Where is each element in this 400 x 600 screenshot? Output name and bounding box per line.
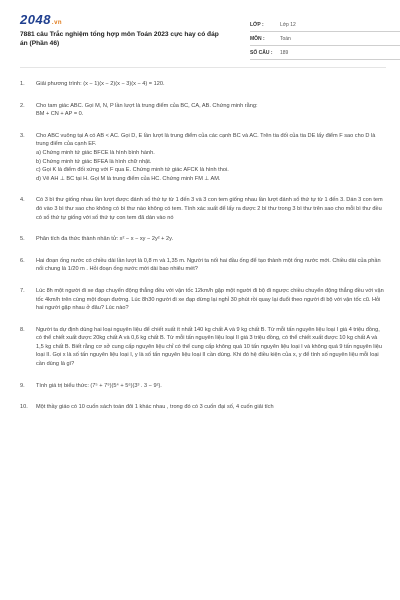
question-number: 5. — [20, 236, 25, 243]
meta-value: Toán — [280, 35, 291, 42]
question-text — [36, 403, 384, 412]
question-text — [36, 132, 384, 184]
question-line: Có 3 bì thư giống nhau lần lượt được đánh số thứ tự từ 1 đến 3 và 3 con tem giống nhau lần lượt đánh số thứ tự từ 1 đến 3. Dán 3 con tem đó vào 3 bì thư sao cho không có bì thư nào không có tem. Tính xác suất để lấy ra được 2 bì thư trong 3 bì thư trên sao cho mỗi bì thư đều có số thứ tự giống với số thứ tự con tem đã dán vào nó — [36, 197, 383, 221]
question-number: 8. — [20, 326, 25, 333]
site-logo[interactable] — [20, 12, 62, 27]
question-item — [20, 326, 384, 369]
question-item — [20, 196, 384, 222]
question-number: 4. — [20, 197, 25, 204]
document-meta — [250, 18, 400, 60]
question-line: BM + CN + AP = 0. — [36, 111, 84, 118]
question-text — [36, 287, 384, 313]
question-number: 10. — [20, 404, 28, 411]
question-line: d) Vẽ AH ⊥ BC tại H. Gọi M là trung điểm của HC. Chứng minh FM ⊥ AM. — [36, 175, 221, 182]
question-text — [36, 257, 384, 274]
meta-row-count — [250, 46, 400, 60]
question-text — [36, 102, 384, 119]
question-number: 9. — [20, 382, 25, 389]
header-divider — [20, 67, 386, 68]
meta-row-subject — [250, 32, 400, 46]
question-text — [36, 80, 384, 89]
question-text — [36, 196, 384, 222]
question-line: Phân tích đa thức thành nhân tử: x² − x − xy − 2y² + 2y. — [36, 236, 174, 243]
question-number: 3. — [20, 132, 25, 139]
question-number: 2. — [20, 102, 25, 109]
question-number: 7. — [20, 287, 25, 294]
question-line: Hai đoạn ống nước có chiều dài lần lượt là 0,8 m và 1,35 m. Người ta nối hai đầu ống để tạo thành một ống nước mới. Chiều dài của phần nối chung là 1/20 m . Hỏi đoạn ống nước mới dài bao nhiêu mét? — [36, 257, 381, 273]
question-item — [20, 403, 384, 412]
question-line: Một thầy giáo có 10 cuốn sách toán đôi 1 khác nhau , trong đó có 3 cuốn đại số, 4 cuốn giải tích — [36, 404, 274, 411]
question-item — [20, 102, 384, 119]
question-item — [20, 235, 384, 244]
meta-row-class — [250, 18, 400, 32]
question-item — [20, 287, 384, 313]
question-line: b) Chứng minh tứ giác BFEA là hình chữ nhật. — [36, 158, 152, 165]
question-line: Tính giá trị biểu thức: (7⁵ + 7⁹)(5⁴ + 5⁶)(3³ . 3 − 9²). — [36, 382, 162, 389]
question-text — [36, 235, 384, 244]
meta-value: 189 — [280, 49, 289, 56]
question-list — [20, 80, 384, 425]
meta-label: MÔN : — [250, 35, 265, 42]
meta-label: LỚP : — [250, 21, 264, 28]
document-title: 7881 câu Trắc nghiệm tổng hợp môn Toán 2023 cực hay có đáp án (Phần 46) — [20, 31, 219, 47]
question-line: a) Chứng minh tứ giác BFCE là hình bình hành. — [36, 149, 155, 156]
question-text — [36, 326, 384, 369]
question-line: Người ta dự định dùng hai loại nguyên liệu để chiết xuất ít nhất 140 kg chất A và 9 kg chất B. Từ mỗi tấn nguyên liệu loại I giá 4 triệu đồng, có thể chiết xuất được 20kg chất A và 0,6 kg chất B. Từ mỗi tấn nguyên liệu loại II giá 3 triệu đồng, có thể chiết xuất được 10 kg chất A và 1,5 kg chất B. Biết rằng cơ sở cung cấp nguyên liệu chỉ có thể cung cấp không quá 10 tấn nguyên liệu loại I và không quá 9 tấn nguyên liệu loại II. Gọi x là số tấn nguyên liệu loại I, y là số tấn nguyên liệu loại II cần dùng. Khi đó hệ điều kiện của x, y để tính số nguyên liệu mỗi loại cần dùng là gì? — [36, 326, 382, 368]
question-line: Cho ABC vuông tại A có AB < AC. Gọi D, E lần lượt là trung điểm của các cạnh BC và AC. Trên tia đối của tia DE lấy điểm F sao cho D là trung điểm của cạnh EF. — [36, 132, 376, 148]
page-header — [20, 10, 386, 60]
question-line: Cho tam giác ABC. Gọi M, N, P lần lượt là trung điểm của BC, CA, AB. Chứng minh rằng: — [36, 102, 258, 109]
question-line: Lúc 8h một người đi xe đạp chuyển động thẳng đều với vận tốc 12km/h gặp một người đi bộ đi ngược chiều chuyển động thẳng đều với vận tốc 4km/h trên cùng một đoạn đường. Lúc 8h30 người đi xe đạp dừng lại nghỉ 30 phút rồi quay lại đuổi theo người đi bộ với vận tốc cũ. Hỏi hai người gặp nhau ở đâu? Lúc nào? — [36, 287, 384, 312]
question-item — [20, 382, 384, 391]
question-line: Giải phương trình: (x − 1)(x − 2)(x − 3)(x − 4) = 120. — [36, 81, 165, 87]
question-item — [20, 257, 384, 274]
meta-value: Lớp 12 — [280, 21, 296, 28]
logo-main: 2048 — [20, 12, 51, 27]
meta-label: SỐ CÂU : — [250, 49, 273, 56]
question-text — [36, 382, 384, 391]
question-number: 6. — [20, 257, 25, 264]
logo-suffix: .vn — [51, 20, 63, 26]
question-item — [20, 80, 384, 89]
question-number: 1. — [20, 81, 25, 87]
question-line: c) Gọi K là điểm đối xứng với F qua E. Chứng minh tứ giác AFCK là hình thoi. — [36, 167, 229, 174]
question-item — [20, 132, 384, 184]
